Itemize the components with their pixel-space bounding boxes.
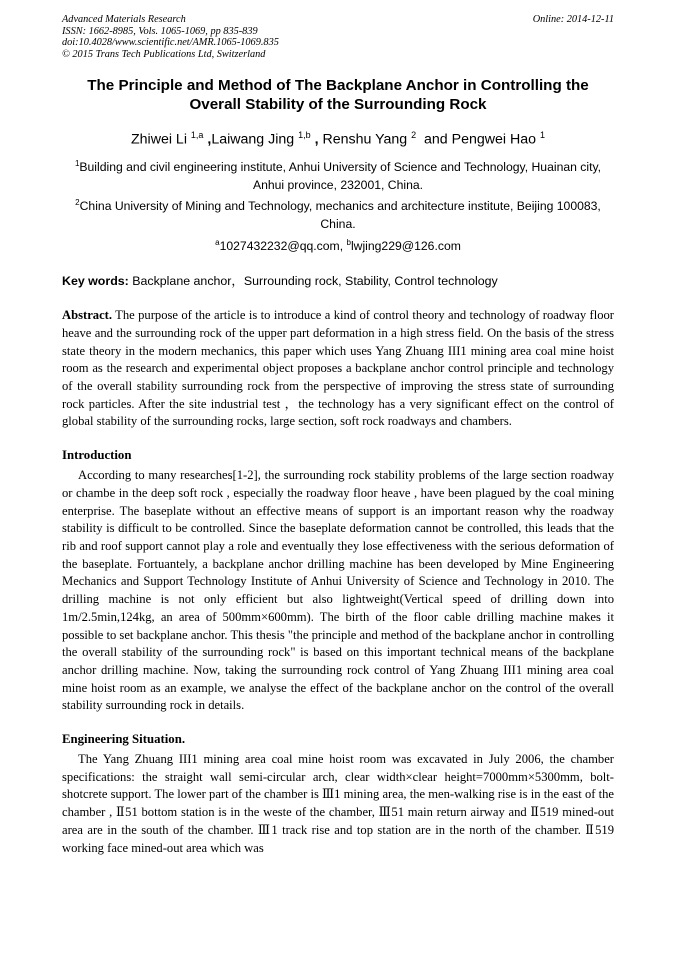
author-separator: , bbox=[207, 132, 212, 149]
issn-line: ISSN: 1662-8985, Vols. 1065-1069, pp 835-839 bbox=[62, 25, 258, 37]
author-separator: and bbox=[420, 132, 452, 149]
engineering-paragraph: The Yang Zhuang III1 mining area coal mine hoist room was excavated in July 2006, the chamber specifications: the straight wall semi-circular arch, clear width×clear height=7000mm×5300mm, bolt-shotcrete support. The lower part of the chamber is Ⅲ1 mining area, the men-walking rise is in the east of the chamber , Ⅱ51 bottom station is in the weste of the chamber, Ⅲ51 main return airway and Ⅱ519 mined-out area are in the south of the chamber. Ⅲ1 track rise and top station are in the north of the chamber. Ⅱ519 working face mined-out area which was bbox=[62, 752, 614, 855]
author-name: Renshu Yang bbox=[322, 132, 408, 149]
abstract bbox=[62, 307, 614, 431]
email-mark: a bbox=[215, 237, 220, 247]
email-a: 1027432232@qq.com, bbox=[219, 238, 347, 253]
paper-title: The Principle and Method of The Backplane Anchor in Controlling the Overall Stability of the Surrounding Rock bbox=[87, 77, 589, 114]
email-b: lwjing229@126.com bbox=[350, 238, 461, 253]
abstract-label: Abstract. bbox=[62, 308, 113, 323]
journal-header bbox=[62, 14, 614, 60]
keywords-label: Key words: bbox=[62, 274, 133, 289]
affiliation-number: 1 bbox=[74, 159, 80, 169]
author-name: Zhiwei Li bbox=[130, 132, 187, 149]
section-heading-introduction: Introduction bbox=[62, 448, 132, 463]
abstract-text: The purpose of the article is to introduce a kind of control theory and technology of roadway floor heave and the surrounding rock of the upper part deformation in a high stress field. On the basis of the stress state theory in the modern mechanics, this paper which uses Yang Zhuang III1 mining area coal mine hoist room as the research and experimental object proposes a backplane anchor control principle and technology of the overall stability surrounding rock from the perspective of improving the stress state of surrounding rock particles. After the site industrial test ，the technology has a very significant effect on the control of global stability of the surrounding rocks, large section, soft rock roadways and chambers. bbox=[62, 308, 614, 429]
author-list bbox=[62, 126, 614, 149]
author-name: Pengwei Hao bbox=[451, 132, 537, 149]
affiliation bbox=[62, 194, 614, 233]
affiliation-text: China University of Mining and Technology, mechanics and architecture institute, Beijing 100083, China. bbox=[79, 199, 601, 232]
introduction-paragraph: According to many researches[1-2], the surrounding rock stability problems of the large section roadway or chambe in the deep soft rock , especially the roadway floor heave , have been plagued by the coal mining enterprise. The baseplate without an effective means of support is an important reason why the roadway stability is difficult to be controlled. Since the baseplate deformation cannot be controlled, this leads that the rib and roof support cannot play a role and eventually they lose effectiveness with the serious deformation of the baseplate. Fortuantely, a backplane anchor drilling machine has been developed by Mine Engineering Mechanics and Support Technology Institute of Anhui University of Science and Technology in 2010. The drilling machine is not only efficient but also lightweight(Vertical speed of drilling down into 1m/2.5min,124kg, an area of 500mm×600mm). The birth of the floor cable drilling machine makes it possible to set backplane anchor. This thesis "the principle and method of the backplane anchor in controlling the overall stability of the surrounding rock" is based on this important technical means of the backplane anchor drilling machine. Now, taking the surrounding rock control of Yang Zhuang III1 mining area coal mine hoist room as an example, we analyse the effect of the backplane anchor on the control of the overall stability surrounding rock in details. bbox=[62, 468, 614, 713]
doi-line: doi:10.4028/www.scientific.net/AMR.1065-1069.835 bbox=[62, 37, 279, 49]
affiliation-text: Building and civil engineering institute, Anhui University of Science and Technology, Huainan city, Anhui province, 232001, China. bbox=[79, 160, 602, 192]
email-line bbox=[62, 234, 614, 256]
author-affiliation-mark: 2 bbox=[411, 130, 417, 141]
affiliation-number: 2 bbox=[75, 198, 80, 208]
keywords bbox=[62, 273, 614, 289]
online-date: Online: 2014-12-11 bbox=[532, 14, 614, 25]
author-affiliation-mark: 1,b bbox=[298, 130, 311, 141]
author-name: Laiwang Jing bbox=[211, 132, 295, 149]
author-affiliation-mark: 1 bbox=[540, 130, 546, 141]
section-heading-engineering-situation: Engineering Situation. bbox=[62, 732, 186, 747]
author-affiliation-mark: 1,a bbox=[190, 130, 204, 141]
copyright-line: © 2015 Trans Tech Publications Ltd, Switzerland bbox=[62, 48, 266, 60]
affiliation bbox=[62, 155, 614, 194]
affiliations bbox=[62, 155, 614, 255]
author-separator: , bbox=[314, 132, 323, 149]
keywords-text: Backplane anchor，Surrounding rock, Stability, Control technology bbox=[132, 274, 498, 289]
journal-name: Advanced Materials Research bbox=[62, 14, 186, 25]
email-mark: b bbox=[346, 237, 351, 247]
paper-page bbox=[62, 14, 614, 857]
